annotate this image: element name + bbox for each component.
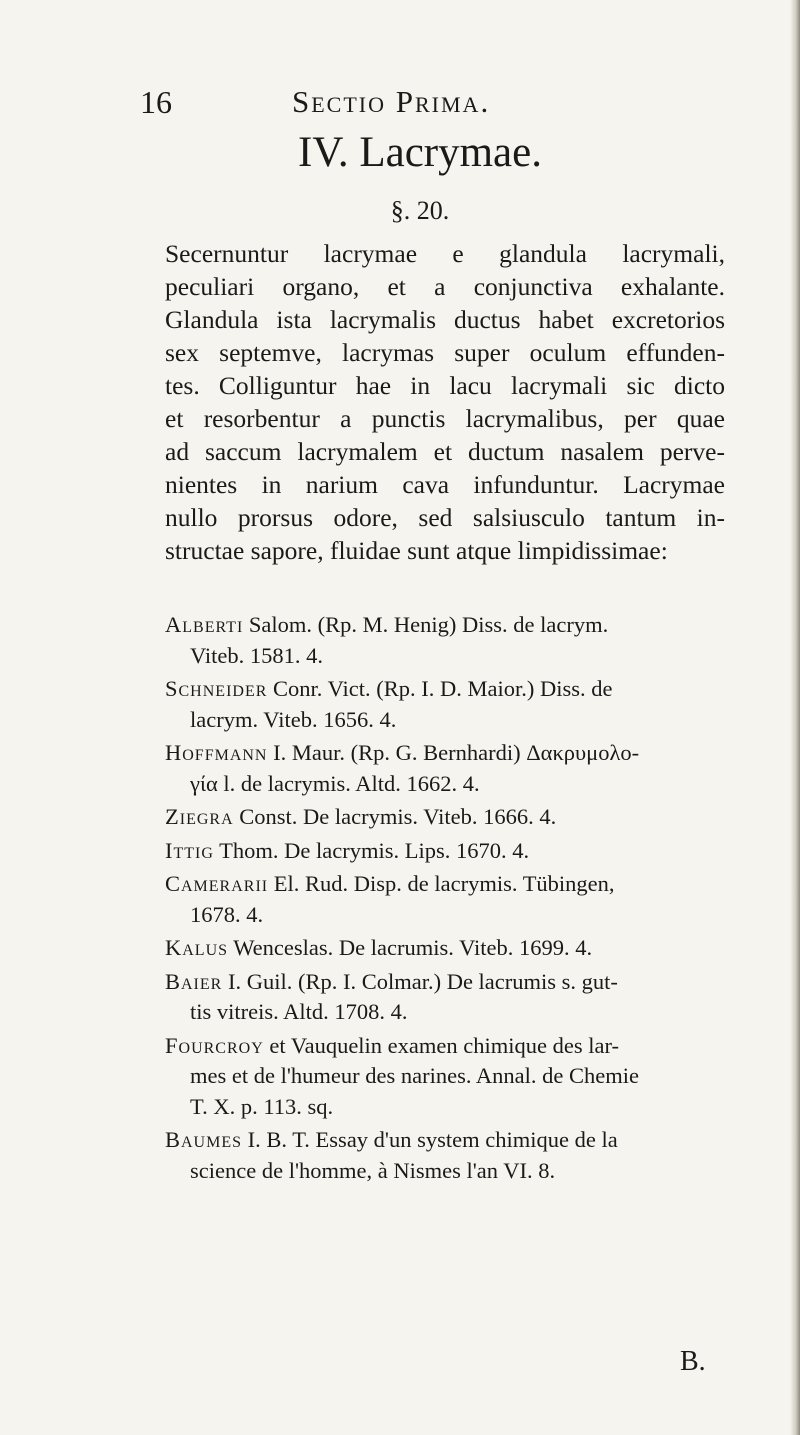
entry-author: Baier — [165, 968, 223, 994]
entry-continuation: lacrym. Viteb. 1656. 4. — [190, 706, 397, 732]
entry-text: Wenceslas. De lacrumis. Viteb. 1699. 4. — [228, 935, 593, 960]
entry-author: Kalus — [165, 935, 229, 960]
entry-text: I. Maur. (Rp. G. Bernhardi) Δακρυμολο- — [267, 740, 640, 765]
text-line: tes. Colliguntur hae in lacu lacrymali sic dicto — [165, 371, 725, 400]
entry-author: Baumes — [165, 1127, 243, 1152]
bibliography-entry — [165, 933, 735, 964]
section-number: §. 20. — [390, 196, 450, 225]
entry-text: Thom. De lacrymis. Lips. 1670. 4. — [213, 837, 530, 863]
body-paragraph — [165, 237, 725, 567]
page-number: 16 — [140, 84, 172, 120]
text-line: nientes in narium cava infunduntur. Lacrymae — [165, 470, 725, 499]
text-line: nullo prorsus odore, sed salsiusculo tantum in- — [165, 503, 725, 532]
entry-author: Ittig — [165, 837, 214, 863]
bibliography-list — [165, 610, 735, 1189]
entry-continuation: mes et de l'humeur des narines. Annal. de Chemie T. X. p. 113. sq. — [190, 1063, 639, 1119]
bibliography-entry — [165, 674, 735, 735]
entry-author: Camerarii — [165, 871, 269, 896]
text-line: ad saccum lacrymalem et ductum nasalem perve- — [165, 437, 725, 466]
text-line: peculiari organo, et a conjunctiva exhalante. — [165, 272, 725, 301]
text-line: Glandula ista lacrymalis ductus habet excretorios — [165, 305, 725, 334]
bibliography-entry — [165, 802, 735, 833]
bibliography-entry — [165, 869, 735, 930]
bibliography-entry — [165, 1125, 735, 1186]
bibliography-entry — [165, 967, 735, 1028]
running-title: Sectio Prima. — [292, 84, 491, 119]
entry-text: El. Rud. Disp. de lacrymis. Tübingen, — [268, 871, 615, 896]
bibliography-entry — [165, 1031, 735, 1123]
entry-text: I. B. T. Essay d'un system chimique de la — [242, 1127, 618, 1152]
chapter-title: IV. Lacrymae. — [298, 129, 542, 176]
page-header — [0, 84, 800, 124]
entry-text: Conr. Vict. (Rp. I. D. Maior.) Diss. de — [267, 676, 613, 701]
entry-author: Ziegra — [165, 804, 234, 829]
entry-text: Salom. (Rp. M. Henig) Diss. de lacrym. — [243, 612, 609, 637]
text-line: structae sapore, fluidae sunt atque limpidissimae: — [165, 536, 668, 565]
text-line: sex septemve, lacrymas super oculum effunden- — [165, 338, 725, 367]
bibliography-entry — [165, 836, 735, 867]
entry-continuation: tis vitreis. Altd. 1708. 4. — [190, 999, 408, 1024]
entry-author: Hoffmann — [165, 740, 268, 765]
bibliography-entry — [165, 610, 735, 671]
entry-text: et Vauquelin examen chimique des lar- — [263, 1032, 620, 1058]
text-line: et resorbentur a punctis lacrymalibus, per quae — [165, 404, 725, 433]
entry-continuation: Viteb. 1581. 4. — [190, 642, 324, 668]
entry-text: Const. De lacrymis. Viteb. 1666. 4. — [233, 804, 557, 829]
bibliography-entry — [165, 738, 735, 799]
entry-author: Alberti — [165, 612, 244, 637]
text-line: Secernuntur lacrymae e glandula lacrymali, — [165, 239, 725, 268]
entry-continuation: science de l'homme, à Nismes l'an VI. 8. — [190, 1157, 556, 1183]
entry-author: Schneider — [165, 676, 268, 701]
entry-author: Fourcroy — [165, 1032, 264, 1058]
entry-continuation: 1678. 4. — [190, 901, 264, 927]
catchword: B. — [680, 1346, 706, 1377]
entry-text: I. Guil. (Rp. I. Colmar.) De lacrumis s. gut- — [222, 968, 618, 994]
entry-continuation: γία l. de lacrymis. Altd. 1662. 4. — [190, 770, 480, 796]
